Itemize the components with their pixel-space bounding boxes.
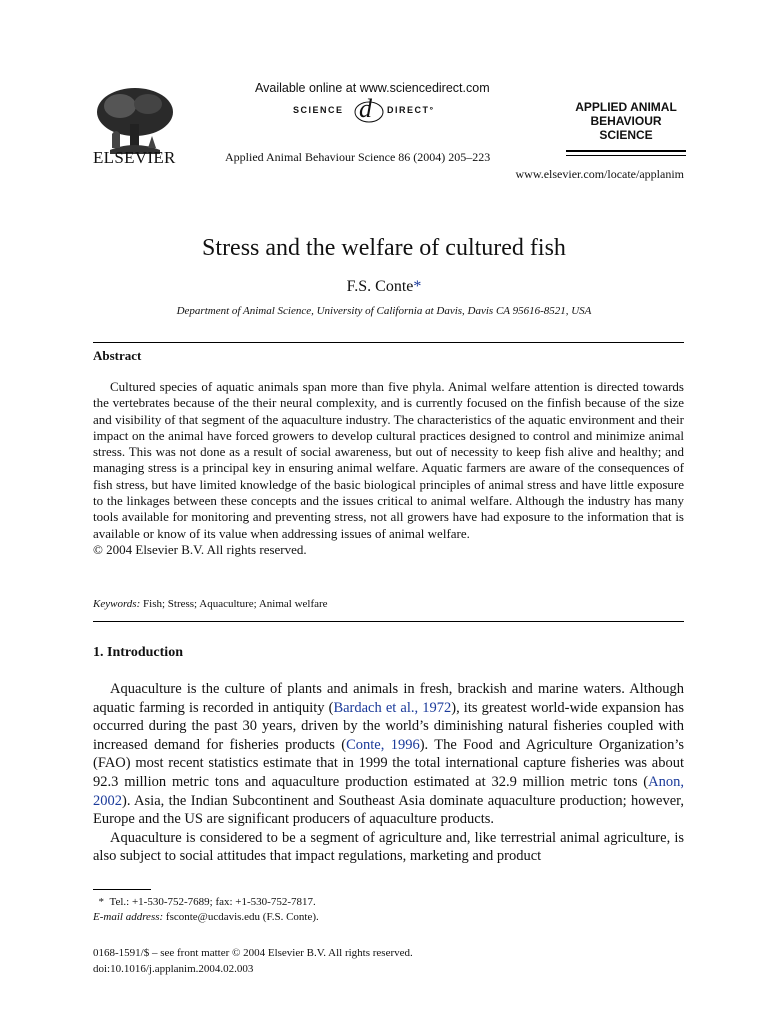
article-title: Stress and the welfare of cultured fish	[202, 235, 566, 261]
intro-p1-text-c: ). The Food and Agriculture Organization’s (FAO) most recent statistics estimate that in 1999 the total international capture fisheries was about 92.3 million metric tons and aquaculture production estimated at 32.9 million metric tons (	[93, 736, 685, 790]
footnote-contact	[93, 895, 319, 910]
journal-name-line-1: APPLIED ANIMAL	[575, 100, 677, 114]
keywords: Fish; Stress; Aquaculture; Animal welfare	[143, 598, 328, 610]
footnote-rule	[93, 889, 151, 890]
intro-p1-text-d: ). Asia, the Indian Subcontinent and Southeast Asia dominate aquaculture production; however, Europe and the US are significant producers of aquaculture products.	[93, 792, 684, 828]
journal-name-line-3: SCIENCE	[599, 128, 653, 142]
copyright: © 2004 Elsevier B.V. All rights reserved.	[93, 541, 307, 557]
intro-paragraph-2: Aquaculture is considered to be a segment of agriculture and, like terrestrial animal agriculture, is also subject to social attitudes that impact regulations, marketing and product	[93, 829, 684, 865]
footnote-email-line	[93, 910, 319, 925]
affiliation: Department of Animal Science, University of California at Davis, Davis CA 95616-8521, USA	[176, 305, 592, 317]
doi-line[interactable]: doi:10.1016/j.applanim.2004.02.003	[93, 963, 254, 975]
email-label: E-mail address:	[93, 911, 164, 923]
intro-p1-text-b: ), its greatest world-wide expansion has occurred during the past 30 years, driven by the world’s diminishing natural fisheries coupled with increased demand for fisheries products (	[93, 699, 684, 753]
footnote-mark: *	[98, 896, 104, 908]
sd-swirl-icon	[353, 100, 385, 124]
abstract-text: Cultured species of aquatic animals span more than five phyla. Animal welfare attention is directed towards the vertebrates because of the their neural complexity, and is currently focused on the finfish because of the size and visibility of that segment of the aquaculture industry. The characteristics of the aquatic environment and their impact on the animal have forced growers to develop cultural practices designed to control and minimize animal stress. This was not done as a result of social awareness, but out of necessity to keep fish alive and healthy; and managing stress is a principal key in ensuring animal welfare. Aquatic farmers are aware of the consequences of fish stress, but have limited knowledge of the basic biological principles of animal stress and have little exposure to the linkages between these concepts and the issues critical to animal welfare. Although the industry has many tools available for monitoring and preventing stress, not all growers have had exposure to the information that is available or know of its value when addressing issues of animal welfare.	[93, 379, 684, 541]
introduction-body	[93, 680, 684, 866]
keywords-label: Keywords:	[93, 598, 141, 610]
section-heading-introduction: 1. Introduction	[93, 645, 183, 660]
footnote	[93, 895, 319, 925]
abstract-body	[93, 379, 684, 558]
author-name: F.S. Conte	[346, 278, 414, 295]
journal-reference: Applied Animal Behaviour Science 86 (2004) 205–223	[225, 150, 491, 164]
abstract-heading: Abstract	[93, 348, 142, 363]
citation-conte[interactable]: Conte, 1996	[346, 736, 420, 753]
journal-box-rule-1	[566, 150, 686, 152]
footnote-tel: Tel.: +1-530-752-7689; fax: +1-530-752-7817.	[109, 896, 316, 908]
intro-p1-text-a: Aquaculture is the culture of plants and animals in fresh, brackish and marine waters. Although aquatic farming is recorded in antiquity (	[93, 681, 684, 716]
journal-title-box	[566, 100, 686, 142]
sciencedirect-logo	[255, 94, 485, 124]
journal-name-line-2: BEHAVIOUR	[590, 114, 662, 128]
intro-paragraph-1	[93, 680, 684, 829]
author-footnote-mark[interactable]: *	[413, 278, 422, 295]
publisher-name: ELSEVIER	[93, 148, 176, 167]
sd-left: SCIENCE	[293, 105, 344, 115]
email-address[interactable]: fsconte@ucdavis.edu (F.S. Conte).	[165, 911, 319, 923]
issn-line: 0168-1591/$ – see front matter © 2004 Elsevier B.V. All rights reserved.	[93, 947, 413, 959]
citation-anon[interactable]: Anon, 2002	[93, 773, 684, 809]
journal-box-rule-2	[566, 155, 686, 156]
abstract-bottom-rule	[93, 621, 684, 622]
citation-bardach[interactable]: Bardach et al., 1972	[333, 699, 452, 716]
sd-right: DIRECT°	[387, 105, 435, 115]
journal-url[interactable]: www.elsevier.com/locate/applanim	[515, 167, 684, 181]
page-footer	[93, 945, 413, 977]
sd-mid: d	[359, 94, 372, 123]
keywords-line	[93, 598, 328, 610]
author-line	[0, 278, 768, 296]
abstract-top-rule	[93, 342, 684, 343]
available-online: Available online at www.sciencedirect.com	[255, 81, 490, 95]
